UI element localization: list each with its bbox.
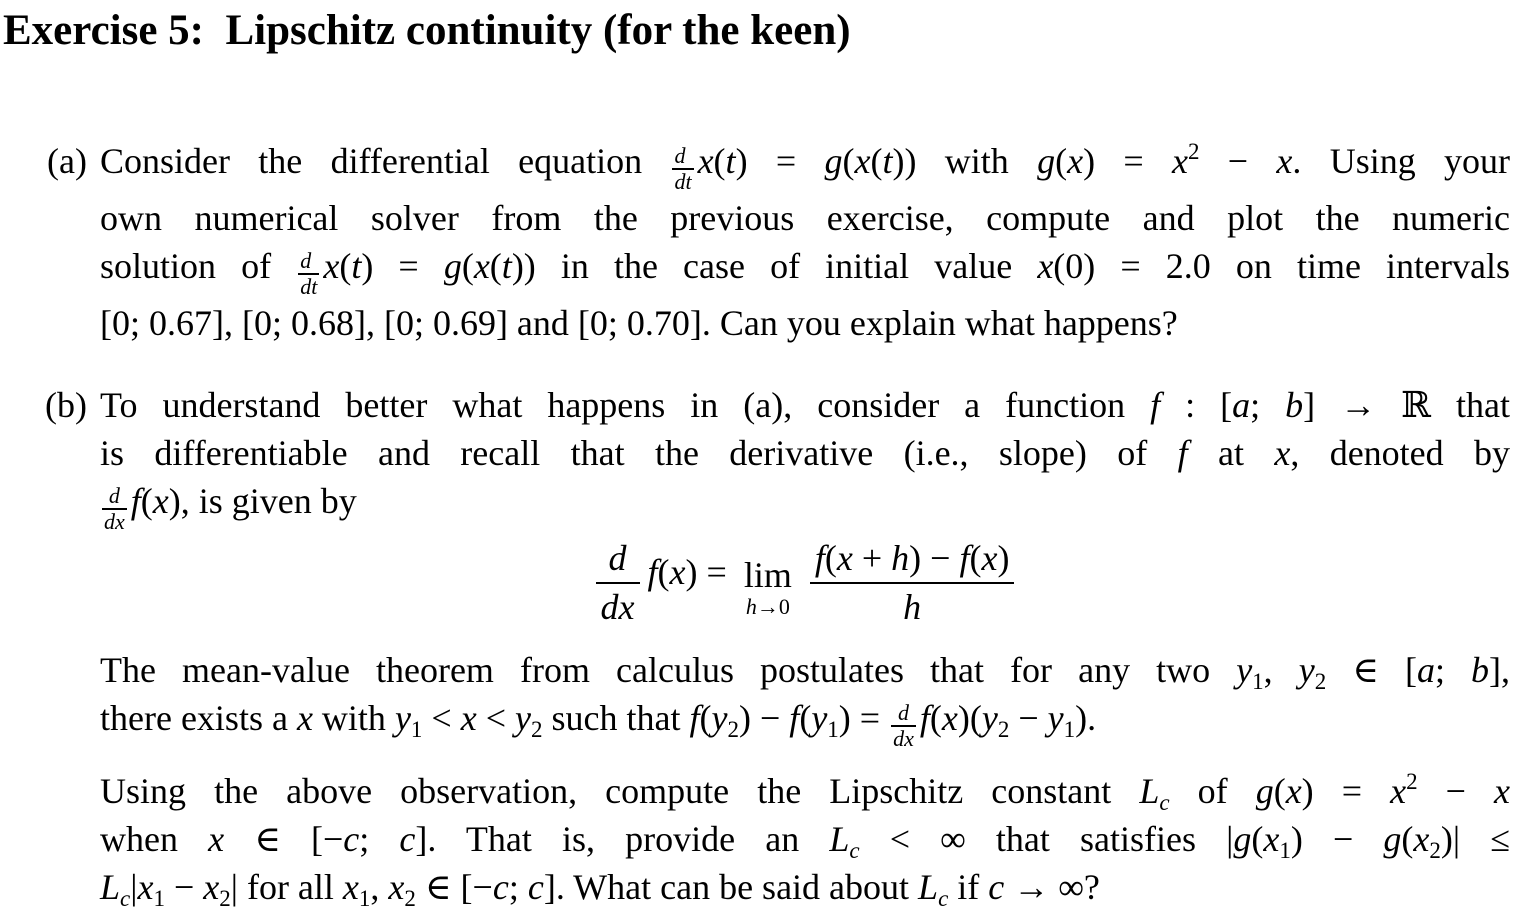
text-run: | for all [230, 867, 343, 907]
math-variable: x [296, 698, 313, 738]
paragraph [100, 137, 1510, 347]
math-variable: x [203, 867, 220, 907]
text-run: ], [1489, 650, 1511, 690]
text-run: < [476, 698, 516, 738]
text-line [100, 137, 1510, 194]
math-variable: f [814, 538, 825, 578]
fraction-numerator: d [108, 483, 120, 508]
text-run: such that [542, 698, 690, 738]
exercise-item [3, 381, 1510, 911]
math-variable: f [130, 481, 141, 521]
math-variable: x [1390, 771, 1407, 811]
limit-label: lim [743, 555, 792, 595]
text-run: ( [1251, 819, 1264, 859]
text-run: ) − [909, 538, 960, 578]
text-run: ) = [361, 246, 444, 286]
math-variable: x [1274, 433, 1291, 473]
text-run: ; [1250, 385, 1286, 425]
subscript: 1 [827, 717, 839, 742]
paragraph [100, 646, 1510, 751]
fraction-denominator: dt [674, 169, 692, 194]
text-run: if [948, 867, 989, 907]
fraction-denominator [810, 582, 1015, 630]
math-variable: x [473, 246, 490, 286]
text-run: )( [957, 698, 982, 738]
fraction-denominator: dx [104, 509, 125, 534]
math-variable: f [1177, 433, 1188, 473]
text-run: ( [713, 141, 726, 181]
math-variable: t [501, 246, 512, 286]
text-line [100, 381, 1510, 429]
text-run: (0) = 2.0 on time intervals [1053, 246, 1510, 286]
text-run: → ∞? [1004, 867, 1100, 907]
text-run: ( [969, 538, 982, 578]
text-run: →0 [756, 594, 790, 619]
math-variable: y [811, 698, 828, 738]
text-run: − [1417, 771, 1495, 811]
math-variable: g [443, 246, 462, 286]
math-variable: g [1255, 771, 1274, 811]
text-run: when [100, 819, 209, 859]
text-run: ( [824, 538, 837, 578]
text-run: ) = [1301, 771, 1391, 811]
math-variable: h [745, 594, 757, 619]
math-variable: f [689, 698, 700, 738]
text-run: ) = [838, 698, 890, 738]
subscript: c [938, 886, 949, 911]
math-variable: x [941, 698, 958, 738]
text-run: [0; 0.67], [0; 0.68], [0; 0.69] and [0; 0.70]. Can you explain what happens? [100, 303, 1178, 343]
text-run: solution of [100, 246, 297, 286]
paragraph [100, 381, 1510, 534]
text-run: ) [997, 538, 1010, 578]
math-variable: x [981, 538, 998, 578]
text-run: The mean-value theorem from calculus postulates that for any two [100, 650, 1237, 690]
text-run: ]. That is, provide an [415, 819, 830, 859]
text-line [100, 646, 1510, 694]
math-variable: d [608, 538, 627, 578]
inline-fraction [298, 249, 319, 299]
text-run: ( [699, 698, 712, 738]
math-variable: t [351, 246, 362, 286]
text-run: ). [1075, 698, 1097, 738]
math-variable: y [1047, 698, 1064, 738]
math-variable: t [882, 141, 893, 181]
text-line [100, 194, 1510, 242]
superscript: 2 [1406, 769, 1418, 794]
text-run: ( [140, 481, 153, 521]
math-variable: y [394, 698, 411, 738]
subscript: 1 [1279, 838, 1291, 863]
text-line [100, 863, 1510, 911]
fraction-denominator: dt [300, 274, 318, 299]
display-fraction [810, 536, 1015, 630]
text-run: is differentiable and recall that the derivative (i.e., slope) of [100, 433, 1178, 473]
fraction-numerator: d [674, 143, 686, 168]
math-variable: x [697, 141, 714, 181]
fraction-denominator: dx [893, 726, 914, 751]
text-run: ; [508, 867, 528, 907]
page-title: Exercise 5: Lipschitz continuity (for the keen) [3, 7, 851, 54]
math-variable: f [1150, 385, 1161, 425]
subscript: 1 [410, 717, 423, 742]
text-line [100, 242, 1510, 299]
math-variable: x [1494, 771, 1510, 811]
text-run: Using the above observation, compute the Lipschitz constant [100, 771, 1140, 811]
math-variable: L [829, 819, 850, 859]
math-variable: x [1276, 141, 1293, 181]
math-variable: x [669, 552, 686, 592]
subscript: 2 [1314, 669, 1327, 694]
subscript: 1 [1063, 717, 1076, 742]
math-variable: x [1172, 141, 1188, 181]
text-run: . Using your [1292, 141, 1511, 181]
text-run: ( [799, 698, 812, 738]
exercise-item [3, 137, 1510, 347]
text-run: there exists a [100, 698, 297, 738]
text-run: − [164, 867, 204, 907]
math-variable: x [137, 867, 154, 907]
text-run: )) in the case of initial value [511, 246, 1038, 286]
subscript: 1 [358, 886, 371, 911]
math-variable: x [1067, 141, 1084, 181]
math-variable: c [988, 867, 1005, 907]
subscript: 2 [531, 717, 543, 742]
subscript: c [1159, 790, 1170, 815]
math-variable: y [981, 698, 998, 738]
math-variable: x [152, 481, 169, 521]
display-fraction [596, 536, 640, 630]
text-run: own numerical solver from the previous exercise, compute and plot the numeric [100, 198, 1510, 238]
math-variable: c [343, 819, 360, 859]
text-run: at [1187, 433, 1275, 473]
subscript: 2 [404, 886, 416, 911]
text-run: | [130, 867, 138, 907]
math-variable: g [824, 141, 843, 181]
math-variable: L [1139, 771, 1160, 811]
math-variable: h [903, 587, 922, 627]
math-variable: f [789, 698, 800, 738]
subscript: 2 [997, 717, 1010, 742]
subscript: c [849, 838, 860, 863]
math-variable: dx [600, 587, 635, 627]
text-run: , [370, 867, 389, 907]
math-variable: x [1285, 771, 1302, 811]
text-line [100, 429, 1510, 477]
math-variable: L [918, 867, 939, 907]
math-variable: y [711, 698, 728, 738]
math-variable: x [836, 538, 853, 578]
fraction-numerator [596, 536, 640, 582]
display-equation [100, 536, 1510, 630]
text-run: ( [657, 552, 670, 592]
math-variable: f [647, 552, 658, 592]
text-run: ] → ℝ that [1303, 385, 1510, 425]
text-run: ( [1273, 771, 1286, 811]
item-label: (b) [45, 385, 87, 425]
limit-operator [744, 555, 792, 619]
subscript: 1 [1252, 669, 1264, 694]
text-run: ( [929, 698, 942, 738]
text-run: )) with [892, 141, 1038, 181]
math-variable: y [515, 698, 532, 738]
text-run: ]. What can be said about [543, 867, 919, 907]
text-run: ; [1434, 650, 1472, 690]
math-variable: L [100, 867, 121, 907]
math-variable: g [1233, 819, 1252, 859]
text-run: )| ≤ [1440, 819, 1510, 859]
text-run: ( [842, 141, 855, 181]
math-variable: x [1263, 819, 1280, 859]
math-variable: x [388, 867, 405, 907]
paragraph [100, 767, 1510, 911]
math-variable: a [1416, 650, 1435, 690]
fraction-numerator [810, 536, 1015, 582]
superscript: 2 [1187, 139, 1200, 164]
math-variable: x [342, 867, 359, 907]
math-variable: g [1037, 141, 1056, 181]
math-variable: f [919, 698, 930, 738]
math-variable: x [208, 819, 225, 859]
exercise-content [3, 137, 1510, 911]
text-run: ( [870, 141, 883, 181]
inline-fraction [672, 144, 693, 194]
math-variable: h [891, 538, 910, 578]
text-run: ( [489, 246, 502, 286]
item-label: (a) [47, 141, 87, 181]
text-run: − [1009, 698, 1048, 738]
math-variable: y [1236, 650, 1253, 690]
subscript: c [120, 886, 131, 911]
math-variable: c [527, 867, 544, 907]
text-run: with [312, 698, 395, 738]
text-run: ∈ [ [1326, 650, 1417, 690]
inline-fraction [891, 701, 916, 751]
text-run: ∈ [− [415, 867, 493, 907]
text-run: Consider the differential equation [100, 141, 671, 181]
text-run: ( [461, 246, 474, 286]
math-variable: y [1298, 650, 1315, 690]
text-run: : [ [1160, 385, 1233, 425]
subscript: 2 [219, 886, 231, 911]
item-body [100, 137, 1510, 347]
subscript: 2 [727, 717, 739, 742]
math-variable: g [1383, 819, 1402, 859]
text-run: ) = [1083, 141, 1172, 181]
text-run: ) = [685, 552, 736, 592]
text-run: ; [359, 819, 400, 859]
inline-fraction [102, 484, 127, 534]
math-variable: x [1037, 246, 1054, 286]
text-run: ), is given by [168, 481, 357, 521]
text-line [100, 815, 1510, 863]
text-run: To understand better what happens in (a), consider a function [100, 385, 1151, 425]
text-run: + [852, 538, 892, 578]
fraction-numerator: d [897, 700, 909, 725]
math-variable: a [1232, 385, 1251, 425]
subscript: 2 [1429, 838, 1441, 863]
math-variable: x [323, 246, 340, 286]
math-variable: f [959, 538, 970, 578]
item-body [100, 381, 1510, 911]
math-variable: c [399, 819, 416, 859]
text-run: ∈ [− [224, 819, 344, 859]
fraction-numerator: d [300, 248, 312, 273]
text-line [100, 299, 1510, 347]
text-run: ( [339, 246, 352, 286]
math-variable: c [492, 867, 509, 907]
text-run: < ∞ that satisfies | [859, 819, 1234, 859]
math-variable: x [460, 698, 477, 738]
math-variable: x [854, 141, 871, 181]
text-line [100, 477, 1510, 534]
limit-subscript [744, 595, 792, 619]
math-variable: t [725, 141, 736, 181]
text-line [100, 767, 1510, 815]
subscript: 1 [153, 886, 165, 911]
text-run: of [1169, 771, 1256, 811]
text-run: < [422, 698, 461, 738]
math-variable: b [1285, 385, 1304, 425]
text-run: ) − [739, 698, 790, 738]
fraction-denominator [596, 582, 640, 630]
text-run: ( [1055, 141, 1068, 181]
text-line [100, 694, 1510, 751]
text-run: ) = [735, 141, 825, 181]
text-run: ) − [1290, 819, 1384, 859]
text-run: , [1263, 650, 1299, 690]
text-run: ( [1401, 819, 1414, 859]
math-variable: b [1471, 650, 1490, 690]
text-run: − [1199, 141, 1277, 181]
text-run: , denoted by [1290, 433, 1511, 473]
math-variable: x [1413, 819, 1430, 859]
